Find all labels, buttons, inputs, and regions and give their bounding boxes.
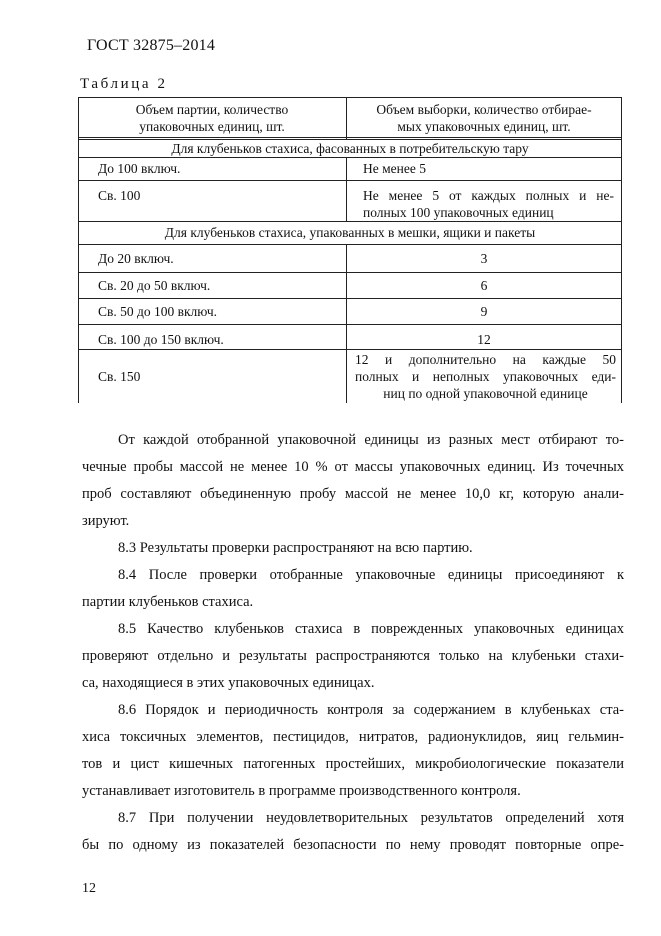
header-line: упаковочных единиц, шт. [139, 119, 285, 134]
table-rule [78, 137, 622, 138]
cell-line: полных и неполных упаковочных еди- [355, 369, 616, 384]
cell-line: Не менее 5 от каждых полных и не- [363, 188, 614, 203]
text-line: тов и цист кишечных патогенных простейших, микробиологические показатели [82, 756, 624, 772]
document-header: ГОСТ 32875–2014 [87, 37, 216, 54]
text-line: проверяют отдельно и результаты распространяются только на клубеньки стахи- [82, 648, 624, 664]
text-line: проб составляют объединенную пробу массой не менее 10,0 кг, которую анали- [82, 486, 624, 502]
header-line: Объем выборки, количество отбирае- [376, 102, 592, 117]
table-cell-sample [363, 187, 614, 221]
table-rule [78, 272, 622, 273]
table-cell-sample: 3 [480, 251, 488, 266]
text-line: 8.4 После проверки отобранные упаковочные единицы присоединяют к [118, 567, 624, 583]
table-cell-sample [355, 351, 616, 402]
text-line: 8.5 Качество клубеньков стахиса в поврежденных упаковочных единицах [118, 621, 624, 637]
table-rule [78, 157, 622, 158]
text-line: хиса токсичных элементов, пестицидов, нитратов, радионуклидов, яиц гельмин- [82, 729, 624, 745]
table-cell-lot: Св. 100 [98, 188, 141, 203]
table-rule [78, 324, 622, 325]
table-cell-lot: Св. 50 до 100 включ. [98, 304, 218, 319]
header-line: мых упаковочных единиц, шт. [397, 119, 571, 134]
page-number: 12 [82, 881, 96, 896]
table-cell-lot: До 100 включ. [98, 161, 181, 176]
table-section-title: Для клубеньков стахиса, упакованных в мешки, ящики и пакеты [164, 225, 536, 240]
text-line: 8.3 Результаты проверки распространяют на всю партию. [118, 540, 473, 556]
table-cell-sample: 9 [480, 304, 488, 319]
table-rule [78, 298, 622, 299]
table-rule [78, 349, 622, 350]
text-line: 8.7 При получении неудовлетворительных результатов определений хотя [118, 810, 624, 826]
text-line: бы по одному из показателей безопасности по нему проводят повторные опре- [82, 837, 624, 853]
header-line: Объем партии, количество [135, 102, 289, 117]
table-rule [78, 221, 622, 222]
table-column-divider [346, 97, 347, 139]
text-line: чечные пробы массой не менее 10 % от массы упаковочных единиц. Из точечных [82, 459, 624, 475]
table-cell-lot: Св. 150 [98, 369, 141, 384]
table-cell-sample: Не менее 5 [363, 161, 426, 176]
text-line: устанавливает изготовитель в программе производственного контроля. [82, 783, 521, 799]
table-column-divider [346, 244, 347, 403]
table-border-right [621, 97, 622, 403]
table-border-left [78, 97, 79, 403]
text-line: партии клубеньков стахиса. [82, 594, 254, 610]
text-line: зируют. [82, 513, 130, 529]
cell-line: 12 и дополнительно на каждые 50 [355, 352, 616, 367]
table-section-title: Для клубеньков стахиса, фасованных в потребительскую тару [171, 141, 529, 156]
text-line: От каждой отобранной упаковочной единицы из разных мест отбирают то- [118, 432, 624, 448]
table-cell-lot: Св. 100 до 150 включ. [98, 332, 224, 347]
table-cell-sample: 12 [477, 332, 491, 347]
table-column-divider [346, 157, 347, 221]
text-line: са, находящиеся в этих упаковочных единицах. [82, 675, 375, 691]
table-cell-lot: До 20 включ. [98, 251, 174, 266]
table-caption: Таблица 2 [80, 76, 168, 92]
cell-line: полных 100 упаковочных единиц [363, 205, 554, 220]
table-header-lot [80, 101, 344, 135]
table-rule [78, 180, 622, 181]
text-line: 8.6 Порядок и периодичность контроля за содержанием в клубеньках ста- [118, 702, 624, 718]
table-rule [78, 97, 622, 98]
table-header-sample [348, 101, 620, 135]
table-cell-sample: 6 [480, 278, 488, 293]
cell-line: ниц по одной упаковочной единице [383, 386, 588, 401]
table-cell-lot: Св. 20 до 50 включ. [98, 278, 211, 293]
table-rule [78, 244, 622, 245]
